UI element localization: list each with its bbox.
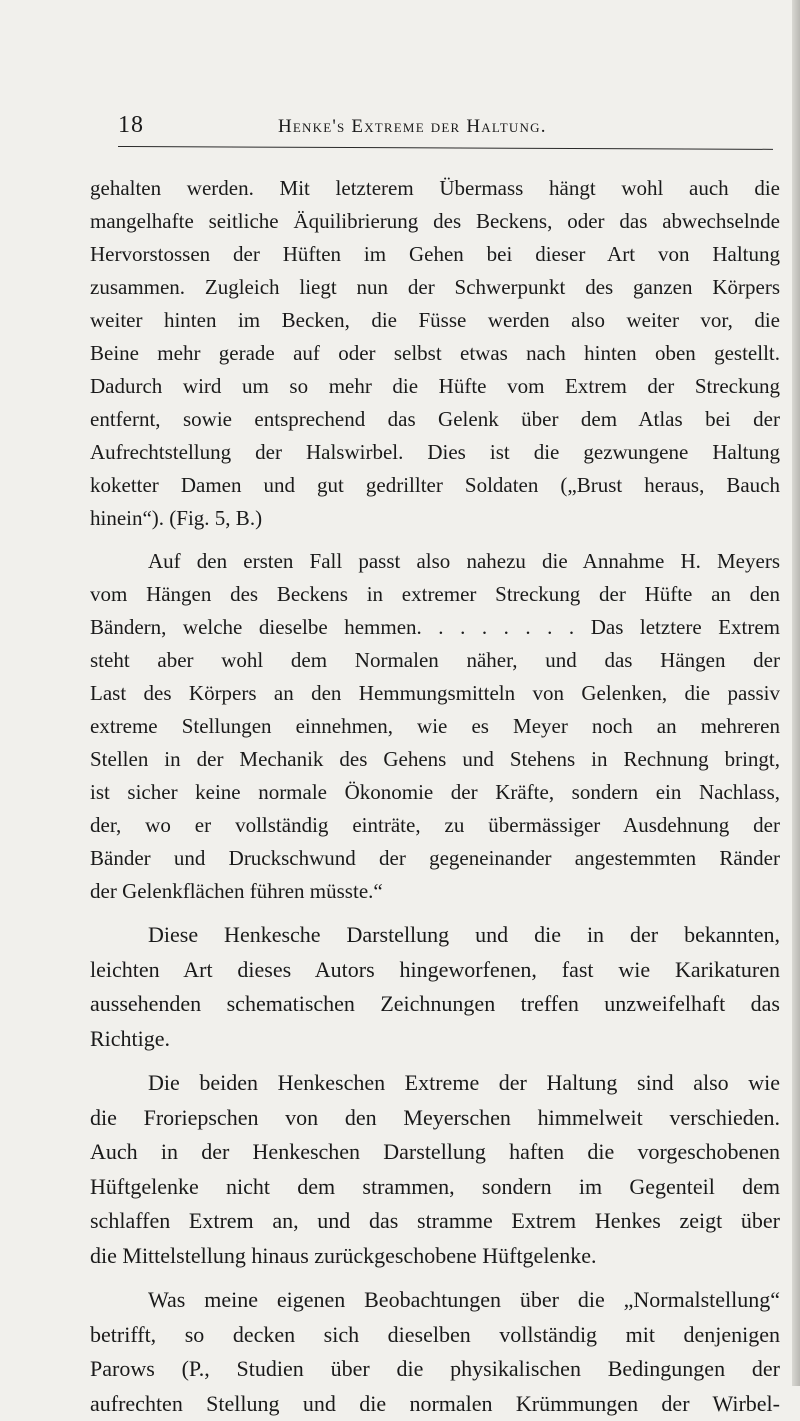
- text-line: der Gelenkflächen führen müsste.“: [90, 875, 780, 908]
- text-line: Dadurch wird um so mehr die Hüfte vom Extrem der Streckung: [90, 370, 780, 403]
- text-line: koketter Damen und gut gedrillter Soldaten („Brust heraus, Bauch: [90, 469, 780, 502]
- text-line: Richtige.: [90, 1022, 780, 1057]
- page-edge: [792, 0, 800, 1386]
- text-line: Was meine eigenen Beobachtungen über die „Normalstellung“: [90, 1283, 780, 1318]
- text-line: Diese Henkesche Darstellung und die in der bekannten,: [90, 918, 780, 953]
- text-line: Auf den ersten Fall passt also nahezu die Annahme H. Meyers: [90, 545, 780, 578]
- text-line: Die beiden Henkeschen Extreme der Haltung sind also wie: [90, 1066, 780, 1101]
- paragraph-1: [90, 172, 780, 535]
- text-line: hinein“). (Fig. 5, B.): [90, 502, 780, 535]
- page-number: 18: [118, 112, 144, 139]
- page-header: [118, 112, 778, 142]
- running-title: Henke's Extreme der Haltung.: [278, 116, 547, 138]
- text-line: Auch in der Henkeschen Darstellung haften die vorgeschobenen: [90, 1135, 780, 1170]
- text-line: Hervorstossen der Hüften im Gehen bei dieser Art von Haltung: [90, 238, 780, 271]
- paragraph-3: [90, 918, 780, 1056]
- text-line: gehalten werden. Mit letzterem Übermass hängt wohl auch die: [90, 172, 780, 205]
- text-line: Bändern, welche dieselbe hemmen. . . . . . . . Das letztere Extrem: [90, 611, 780, 644]
- text-line: ist sicher keine normale Ökonomie der Kräfte, sondern ein Nachlass,: [90, 776, 780, 809]
- text-line: die Mittelstellung hinaus zurückgeschobene Hüftgelenke.: [90, 1239, 780, 1274]
- text-line: betrifft, so decken sich dieselben vollständig mit denjenigen: [90, 1318, 780, 1353]
- text-line: Hüftgelenke nicht dem strammen, sondern im Gegenteil dem: [90, 1170, 780, 1205]
- text-line: Stellen in der Mechanik des Gehens und Stehens in Rechnung bringt,: [90, 743, 780, 776]
- text-line: Beine mehr gerade auf oder selbst etwas nach hinten oben gestellt.: [90, 337, 780, 370]
- paragraph-4: [90, 1066, 780, 1273]
- text-line: extreme Stellungen einnehmen, wie es Meyer noch an mehreren: [90, 710, 780, 743]
- text-line: vom Hängen des Beckens in extremer Streckung der Hüfte an den: [90, 578, 780, 611]
- text-line: aussehenden schematischen Zeichnungen treffen unzweifelhaft das: [90, 987, 780, 1022]
- text-line: weiter hinten im Becken, die Füsse werden also weiter vor, die: [90, 304, 780, 337]
- text-line: aufrechten Stellung und die normalen Krümmungen der Wirbel-: [90, 1387, 780, 1421]
- header-rule: [118, 146, 773, 150]
- text-line: mangelhafte seitliche Äquilibrierung des Beckens, oder das abwechselnde: [90, 205, 780, 238]
- text-line: Bänder und Druckschwund der gegeneinander angestemmten Ränder: [90, 842, 780, 875]
- text-line: Aufrechtstellung der Halswirbel. Dies ist die gezwungene Haltung: [90, 436, 780, 469]
- text-line: Last des Körpers an den Hemmungsmitteln von Gelenken, die passiv: [90, 677, 780, 710]
- text-line: schlaffen Extrem an, und das stramme Extrem Henkes zeigt über: [90, 1204, 780, 1239]
- text-line: Parows (P., Studien über die physikalischen Bedingungen der: [90, 1352, 780, 1387]
- text-line: zusammen. Zugleich liegt nun der Schwerpunkt des ganzen Körpers: [90, 271, 780, 304]
- text-line: entfernt, sowie entsprechend das Gelenk über dem Atlas bei der: [90, 403, 780, 436]
- text-line: die Froriepschen von den Meyerschen himmelweit verschieden.: [90, 1101, 780, 1136]
- paragraph-5: [90, 1283, 780, 1421]
- paragraph-2: [90, 545, 780, 908]
- text-line: leichten Art dieses Autors hingeworfenen, fast wie Karikaturen: [90, 953, 780, 988]
- body-text: [90, 172, 780, 1421]
- text-line: der, wo er vollständig einträte, zu übermässiger Ausdehnung der: [90, 809, 780, 842]
- text-line: steht aber wohl dem Normalen näher, und das Hängen der: [90, 644, 780, 677]
